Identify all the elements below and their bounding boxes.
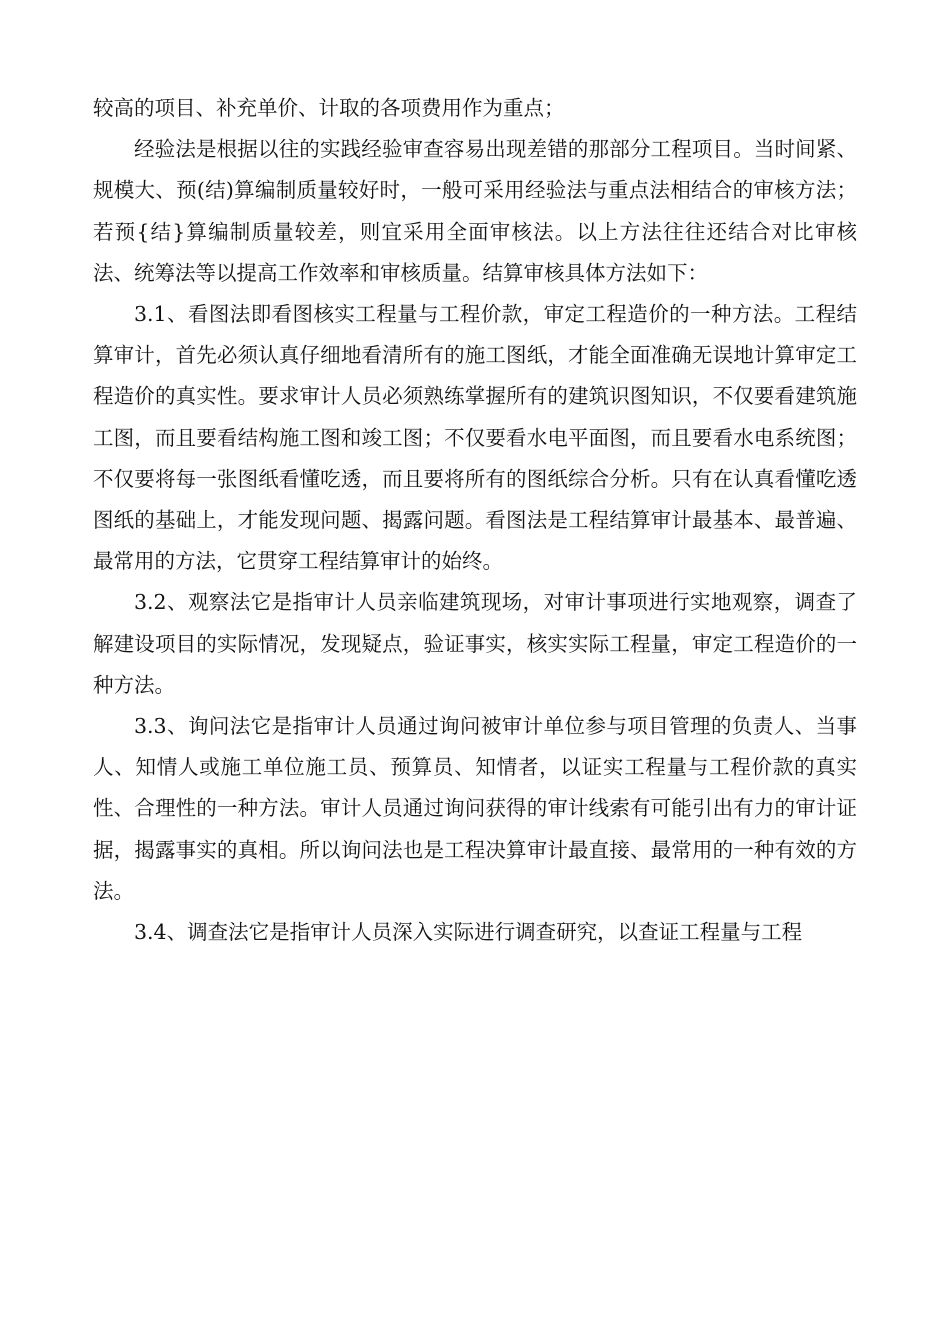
paragraph-3-2-observation-method: 3.2、观察法它是指审计人员亲临建筑现场，对审计事项进行实地观察，调查了解建设项目的实际情况，发现疑点，验证事实，核实实际工程量，审定工程造价的一种方法。 bbox=[93, 590, 857, 697]
document-body bbox=[93, 88, 857, 953]
paragraph-3-3-inquiry-method: 3.3、询问法它是指审计人员通过询问被审计单位参与项目管理的负责人、当事人、知情人或施工单位施工员、预算员、知情者，以证实工程量与工程价款的真实性、合理性的一种方法。审计人员通过询问获得的审计线索有可能引出有力的审计证据，揭露事实的真相。所以询问法也是工程决算审计最直接、最常用的一种有效的方法。 bbox=[93, 714, 857, 903]
paragraph-3-4-investigation-method: 3.4、调查法它是指审计人员深入实际进行调查研究，以查证工程量与工程 bbox=[134, 920, 803, 945]
paragraph-3-1-drawing-method: 3.1、看图法即看图核实工程量与工程价款，审定工程造价的一种方法。工程结算审计，首先必须认真仔细地看清所有的施工图纸，才能全面准确无误地计算审定工程造价的真实性。要求审计人员必须熟练掌握所有的建筑识图知识，不仅要看建筑施工图，而且要看结构施工图和竣工图；不仅要看水电平面图，而且要看水电系统图；不仅要将每一张图纸看懂吃透，而且要将所有的图纸综合分析。只有在认真看懂吃透图纸的基础上，才能发现问题、揭露问题。看图法是工程结算审计最基本、最普遍、最常用的方法，它贯穿工程结算审计的始终。 bbox=[93, 302, 857, 574]
paragraph-1: 较高的项目、补充单价、计取的各项费用作为重点； bbox=[93, 96, 565, 120]
paragraph-experience-method: 经验法是根据以往的实践经验审查容易出现差错的那部分工程项目。当时间紧、规模大、预(结)算编制质量较好时，一般可采用经验法与重点法相结合的审核方法；若预{结}算编制质量较差，则宜采用全面审核法。以上方法往往还结合对比审核法、统筹法等以提高工作效率和审核质量。结算审核具体方法如下： bbox=[93, 137, 857, 285]
